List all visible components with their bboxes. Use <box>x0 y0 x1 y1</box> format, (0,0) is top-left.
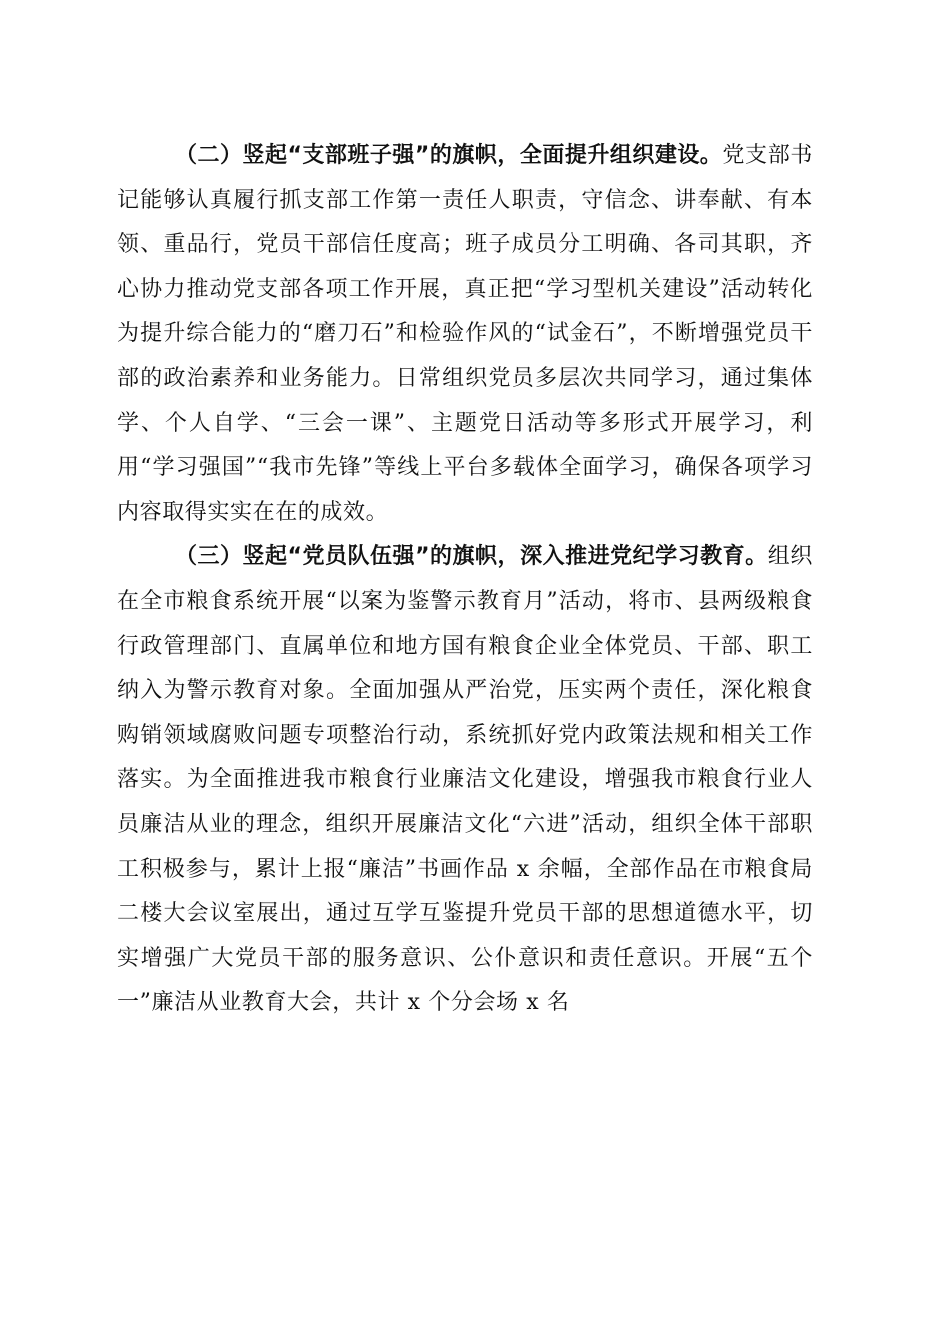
paragraph-heading-2: （二）竖起“支部班子强”的旗帜，全面提升组织建设。 <box>175 143 723 168</box>
paragraph-heading-3: （三）竖起“党员队伍强”的旗帜，深入推进党纪学习教育。 <box>175 544 768 570</box>
document-body <box>117 134 813 1026</box>
paragraph-2 <box>117 134 813 535</box>
paragraph-text-3: 组织在全市粮食系统开展“以案为鉴警示教育月”活动，将市、县两级粮食行政管理部门、直属单位和地方国有粮食企业全体党员、干部、职工纳入为警示教育对象。全面加强从严治党，压实两个责任，深化粮食购销领域腐败问题专项整治行动，系统抓好党内政策法规和相关工作落实。为全面推进我市粮食行业廉洁文化建设，增强我市粮食行业人员廉洁从业的理念，组织开展廉洁文化“六进”活动，组织全体干部职工积极参与，累计上报“廉洁”书画作品 x 余幅，全部作品在市粮食局二楼大会议室展出，通过互学互鉴提升党员干部的思想道德水平，切实增强广大党员干部的服务意识、公仆意识和责任意识。开展“五个一”廉洁从业教育大会，共计 x 个分会场 x 名 <box>117 544 813 1016</box>
paragraph-3 <box>117 535 813 1026</box>
paragraph-text-2: 党支部书记能够认真履行抓支部工作第一责任人职责，守信念、讲奉献、有本领、重品行，党员干部信任度高；班子成员分工明确、各司其职，齐心协力推动党支部各项工作开展，真正把“学习型机关建设”活动转化为提升综合能力的“磨刀石”和检验作风的“试金石”，不断增强党员干部的政治素养和业务能力。日常组织党员多层次共同学习，通过集体学、个人自学、“三会一课”、主题党日活动等多形式开展学习，利用“学习强国”“我市先锋”等线上平台多载体全面学习，确保各项学习内容取得实实在在的成效。 <box>117 143 813 525</box>
